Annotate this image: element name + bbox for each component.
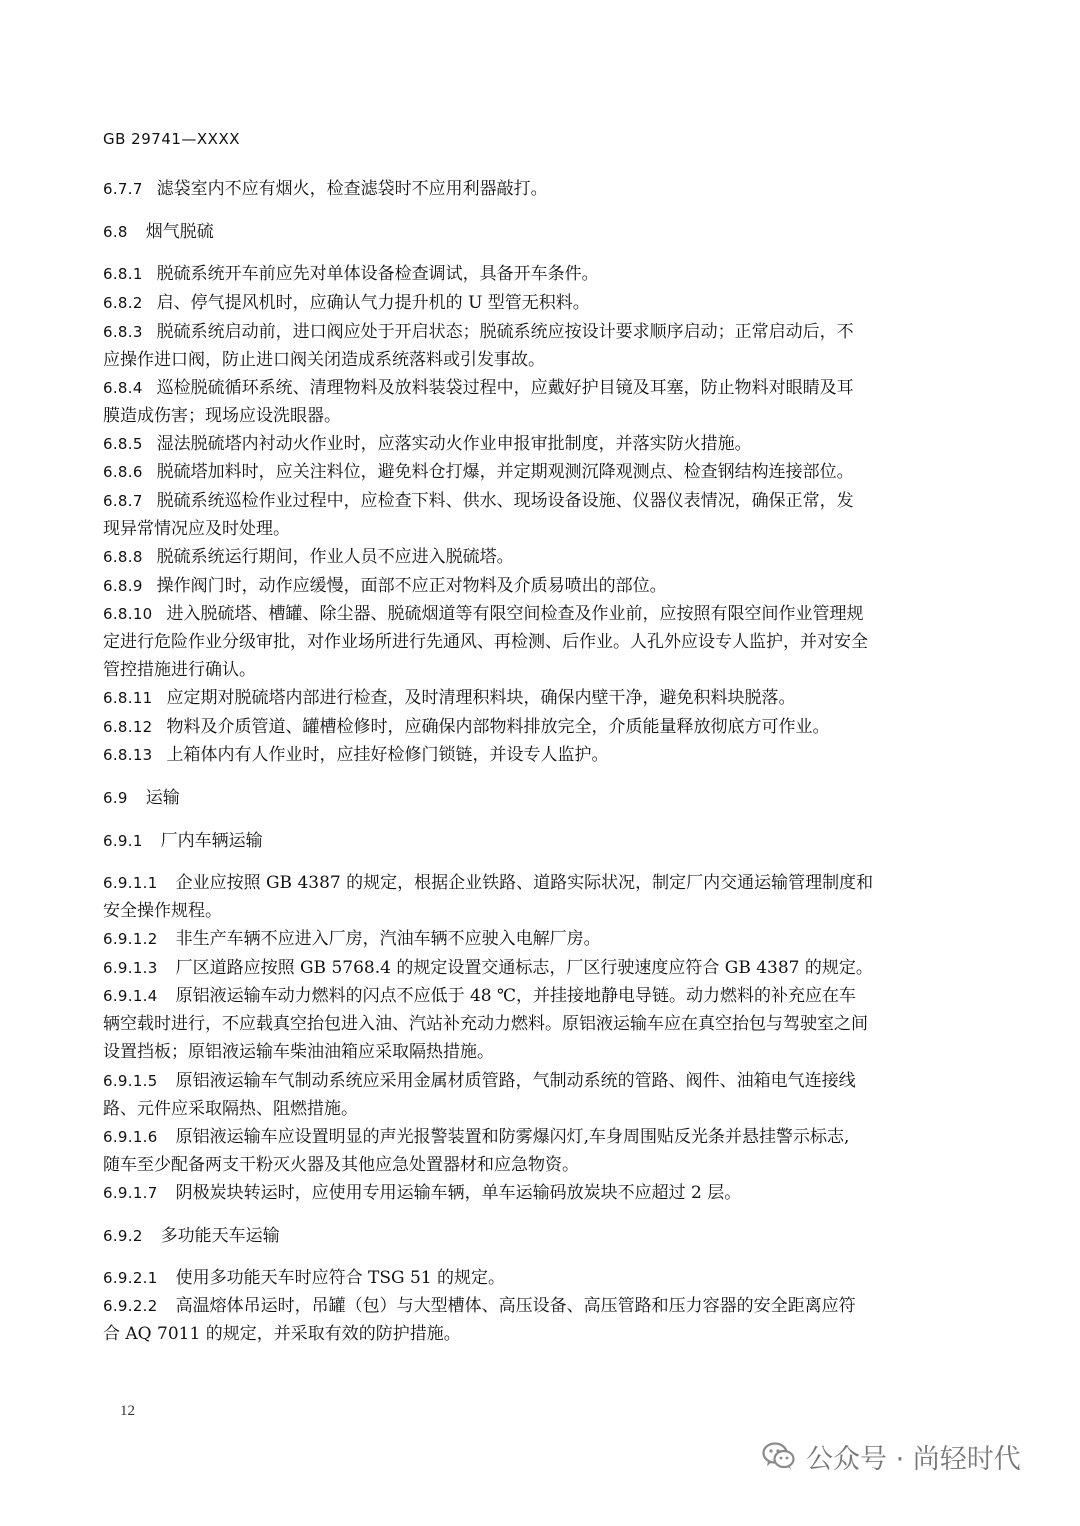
clause-text: 脱硫系统启动前，进口阀应处于开启状态；脱硫系统应按设计要求顺序启动；正常启动后，不: [156, 322, 854, 342]
section-title: 厂内车辆运输: [160, 831, 263, 851]
clause-text: 高温熔体吊运时，吊罐（包）与大型槽体、高压设备、高压管路和压力容器的安全距离应符: [175, 1296, 856, 1316]
clause-text: 巡检脱硫循环系统、清理物料及放料装袋过程中，应戴好护目镜及耳塞，防止物料对眼睛及耳: [156, 378, 854, 398]
clause-6-8-7: [103, 487, 953, 515]
clause-text: 操作阀门时，动作应缓慢，面部不应正对物料及介质易喷出的部位。: [156, 576, 667, 596]
section-heading-6-9-1: [103, 827, 953, 855]
clause-6-8-13: [103, 741, 953, 769]
clause-number: 6.8.7: [103, 492, 143, 510]
clause-text: 启、停气提风机时，应确认气力提升机的 U 型管无积料。: [156, 293, 590, 313]
clause-text: 上箱体内有人作业时，应挂好检修门锁链，并设专人监护。: [166, 745, 609, 765]
clause-6-8-12: [103, 713, 953, 741]
clause-number: 6.8.13: [103, 746, 153, 764]
clause-6-9-1-2: [103, 925, 953, 953]
clause-number: 6.9.1.5: [103, 1072, 158, 1090]
clause-text: 脱硫系统巡检作业过程中，应检查下料、供水、现场设备设施、仪器仪表情况，确保正常，发: [156, 491, 854, 511]
clause-text: 非生产车辆不应进入厂房，汽油车辆不应驶入电解厂房。: [175, 929, 601, 949]
clause-number: 6.9.2.2: [103, 1297, 158, 1315]
clause-continuation: 定进行危险作业分级审批，对作业场所进行先通风、再检测、后作业。人孔外应设专人监护，并对安全: [103, 632, 868, 652]
clause-6-8-3: [103, 318, 953, 346]
clause-number: 6.8.9: [103, 577, 143, 595]
section-number: 6.9.1: [103, 832, 143, 850]
clause-6-9-1-1: [103, 869, 953, 897]
clause-6-7-7: [103, 175, 953, 203]
clause-6-8-9: [103, 572, 953, 600]
wechat-icon: [762, 1441, 796, 1471]
watermark-text: 公众号 · 尚轻时代: [806, 1443, 1021, 1475]
clause-6-9-1-6: [103, 1123, 953, 1151]
clause-number: 6.8.4: [103, 379, 143, 397]
clause-6-9-1-4: [103, 982, 953, 1010]
clause-continuation: 路、元件应采取隔热、阻燃措施。: [103, 1099, 358, 1119]
clause-number: 6.8.8: [103, 548, 143, 566]
clause-text: 企业应按照 GB 4387 的规定，根据企业铁路、道路实际状况，制定厂内交通运输管理制度和: [175, 873, 874, 893]
clause-text: 进入脱硫塔、槽罐、除尘器、脱硫烟道等有限空间检查及作业前，应按照有限空间作业管理规: [166, 604, 864, 624]
clause-continuation: 辆空载时进行，不应载真空抬包进入油、汽站补充动力燃料。原铝液运输车应在真空抬包与驾驶室之间: [103, 1014, 868, 1034]
clause-number: 6.9.1.2: [103, 930, 158, 948]
section-heading-6-9-2: [103, 1222, 953, 1250]
clause-6-8-11: [103, 684, 953, 712]
clause-text: 脱硫塔加料时，应关注料位，避免料仓打爆，并定期观测沉降观测点、检查钢结构连接部位。: [156, 462, 854, 482]
clause-number: 6.9.1.7: [103, 1184, 158, 1202]
clause-text: 使用多功能天车时应符合 TSG 51 的规定。: [175, 1268, 505, 1288]
clause-6-8-5: [103, 430, 953, 458]
section-title: 烟气脱硫: [145, 222, 214, 242]
clause-6-9-1-7: [103, 1179, 953, 1207]
clause-number: 6.8.2: [103, 294, 143, 312]
clause-6-9-2-2: [103, 1292, 953, 1320]
page-number: 12: [120, 1403, 135, 1419]
clause-6-8-8: [103, 543, 953, 571]
clause-continuation: 管控措施进行确认。: [103, 660, 256, 680]
clause-number: 6.8.11: [103, 689, 153, 707]
clause-number: 6.9.2.1: [103, 1269, 158, 1287]
clause-text: 原铝液运输车气制动系统应采用金属材质管路，气制动系统的管路、阀件、油箱电气连接线: [175, 1071, 856, 1091]
clause-text: 应定期对脱硫塔内部进行检查，及时清理积料块，确保内壁干净，避免积料块脱落。: [166, 688, 796, 708]
clause-text: 原铝液运输车应设置明显的声光报警装置和防雾爆闪灯,车身周围贴反光条并悬挂警示标志,: [175, 1127, 850, 1147]
section-number: 6.9: [103, 789, 128, 807]
clause-number: 6.8.10: [103, 605, 153, 623]
clause-number: 6.8.12: [103, 718, 153, 736]
clause-number: 6.9.1.4: [103, 987, 158, 1005]
clause-continuation: 应操作进口阀，防止进口阀关闭造成系统落料或引发事故。: [103, 350, 545, 370]
clause-number: 6.8.6: [103, 463, 143, 481]
clause-number: 6.8.1: [103, 265, 143, 283]
section-heading-6-8: [103, 218, 953, 246]
clause-6-9-2-1: [103, 1264, 953, 1292]
clause-text: 原铝液运输车动力燃料的闪点不应低于 48 ℃，并挂接地静电导链。动力燃料的补充应在车: [175, 986, 857, 1006]
clause-text: 阴极炭块转运时，应使用专用运输车辆，单车运输码放炭块不应超过 2 层。: [175, 1183, 742, 1203]
section-number: 6.8: [103, 223, 128, 241]
section-heading-6-9: [103, 784, 953, 812]
clause-number: 6.7.7: [103, 180, 143, 198]
clause-continuation: 随车至少配备两支干粉灭火器及其他应急处置器材和应急物资。: [103, 1155, 579, 1175]
clause-6-8-6: [103, 458, 953, 486]
standard-code: GB 29741—XXXX: [103, 130, 241, 148]
clause-text: 脱硫系统运行期间，作业人员不应进入脱硫塔。: [156, 547, 514, 567]
clause-continuation: 合 AQ 7011 的规定，并采取有效的防护措施。: [103, 1324, 461, 1344]
clause-continuation: 设置挡板；原铝液运输车柴油油箱应采取隔热措施。: [103, 1042, 494, 1062]
clause-text: 脱硫系统开车前应先对单体设备检查调试，具备开车条件。: [156, 264, 599, 284]
clause-number: 6.8.5: [103, 435, 143, 453]
clause-6-8-2: [103, 289, 953, 317]
section-title: 多功能天车运输: [160, 1226, 280, 1246]
clause-text: 湿法脱硫塔内衬动火作业时，应落实动火作业申报审批制度，并落实防火措施。: [156, 434, 752, 454]
clause-continuation: 膜造成伤害；现场应设洗眼器。: [103, 406, 341, 426]
clause-text: 滤袋室内不应有烟火，检查滤袋时不应用利器敲打。: [156, 179, 548, 199]
clause-text: 厂区道路应按照 GB 5768.4 的规定设置交通标志，厂区行驶速度应符合 GB 4387 的规定。: [175, 958, 873, 978]
section-number: 6.9.2: [103, 1227, 143, 1245]
clause-6-9-1-3: [103, 954, 953, 982]
clause-6-8-1: [103, 260, 953, 288]
section-title: 运输: [145, 788, 180, 808]
clause-continuation: 现异常情况应及时处理。: [103, 519, 290, 539]
clause-number: 6.9.1.3: [103, 959, 158, 977]
clause-continuation: 安全操作规程。: [103, 901, 222, 921]
clause-number: 6.9.1.1: [103, 874, 158, 892]
clause-number: 6.8.3: [103, 323, 143, 341]
clause-number: 6.9.1.6: [103, 1128, 158, 1146]
clause-6-8-4: [103, 374, 953, 402]
clause-text: 物料及介质管道、罐槽检修时，应确保内部物料排放完全，介质能量释放彻底方可作业。: [166, 717, 830, 737]
clause-6-8-10: [103, 600, 953, 628]
clause-6-9-1-5: [103, 1067, 953, 1095]
watermark: [762, 1436, 1021, 1476]
